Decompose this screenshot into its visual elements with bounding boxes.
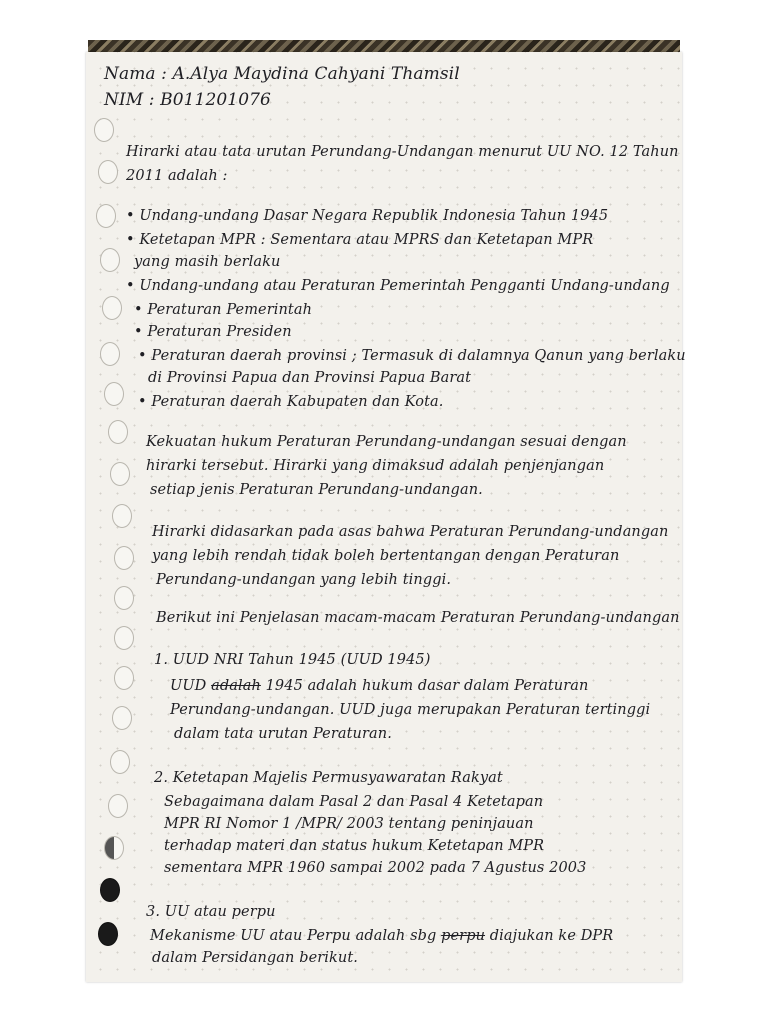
paragraph-line: yang lebih rendah tidak boleh bertentangan dengan Peraturan — [152, 548, 620, 564]
binder-hole — [100, 878, 120, 902]
paragraph-line: setiap jenis Peraturan Perundang-undangan. — [150, 482, 483, 498]
list-item: • Peraturan daerah provinsi ; Termasuk di dalamnya Qanun yang berlaku — [138, 348, 686, 364]
intro-line: 2011 adalah : — [126, 168, 228, 184]
paragraph-line: Kekuatan hukum Peraturan Perundang-undangan sesuai dengan — [146, 434, 627, 450]
item-text: diajukan ke DPR — [489, 928, 614, 944]
list-item: • Ketetapan MPR : Sementara atau MPRS dan Ketetapan MPR — [126, 232, 594, 248]
binder-hole — [96, 204, 116, 228]
list-item: • Undang-undang atau Peraturan Pemerintah Pengganti Undang-undang — [126, 278, 670, 294]
paragraph-line: Perundang-undangan yang lebih tinggi. — [156, 572, 452, 588]
binder-hole — [112, 706, 132, 730]
binder-hole — [114, 546, 134, 570]
struck-word: perpu — [441, 928, 486, 944]
binder-hole — [104, 382, 124, 406]
list-item: • Peraturan Presiden — [134, 324, 292, 340]
binder-hole — [98, 160, 118, 184]
item-text: 1945 adalah hukum dasar dalam Peraturan — [265, 678, 589, 694]
binder-hole — [98, 922, 118, 946]
list-item: • Undang-undang Dasar Negara Republik Indonesia Tahun 1945 — [126, 208, 609, 224]
item-line — [150, 928, 613, 944]
item-text: Mekanisme UU atau Perpu adalah sbg — [150, 928, 437, 944]
binder-hole — [114, 626, 134, 650]
item-line: sementara MPR 1960 sampai 2002 pada 7 Agustus 2003 — [164, 860, 587, 876]
binder-hole — [94, 118, 114, 142]
struck-word: adalah — [211, 678, 261, 694]
binder-hole — [100, 248, 120, 272]
binder-hole — [112, 504, 132, 528]
item-title: 3. UU atau perpu — [146, 904, 276, 920]
paragraph-line: Hirarki didasarkan pada asas bahwa Peraturan Perundang-undangan — [152, 524, 669, 540]
item-text: UUD — [170, 678, 207, 694]
student-name: Nama : A.Alya Maydina Cahyani Thamsil — [104, 64, 460, 84]
section-intro: Berikut ini Penjelasan macam-macam Peraturan Perundang-undangan — [156, 610, 680, 626]
binder-hole — [102, 296, 122, 320]
binder-hole — [108, 794, 128, 818]
student-nim: NIM : B011201076 — [104, 90, 271, 110]
intro-line: Hirarki atau tata urutan Perundang-Undangan menurut UU NO. 12 Tahun — [126, 144, 679, 160]
binder-hole — [104, 836, 124, 860]
item-title: 1. UUD NRI Tahun 1945 (UUD 1945) — [154, 652, 431, 668]
item-line: dalam tata urutan Peraturan. — [174, 726, 392, 742]
item-line: MPR RI Nomor 1 /MPR/ 2003 tentang peninjauan — [164, 816, 534, 832]
binder-hole — [114, 586, 134, 610]
item-line: terhadap materi dan status hukum Ketetapan MPR — [164, 838, 545, 854]
list-item: • Peraturan Pemerintah — [134, 302, 313, 318]
item-line: dalam Persidangan berikut. — [152, 950, 358, 966]
paragraph-line: hirarki tersebut. Hirarki yang dimaksud adalah penjenjangan — [146, 458, 605, 474]
binder-hole — [100, 342, 120, 366]
item-line — [170, 678, 588, 694]
list-item: di Provinsi Papua dan Provinsi Papua Barat — [148, 370, 472, 386]
item-line: Perundang-undangan. UUD juga merupakan Peraturan tertinggi — [170, 702, 651, 718]
binder-hole — [108, 420, 128, 444]
item-line: Sebagaimana dalam Pasal 2 dan Pasal 4 Ketetapan — [164, 794, 544, 810]
item-title: 2. Ketetapan Majelis Permusyawaratan Rakyat — [154, 770, 503, 786]
notebook-page — [86, 52, 686, 982]
list-item: yang masih berlaku — [134, 254, 281, 270]
binder-hole — [110, 750, 130, 774]
binder-hole — [114, 666, 134, 690]
list-item: • Peraturan daerah Kabupaten dan Kota. — [138, 394, 444, 410]
binder-hole — [110, 462, 130, 486]
